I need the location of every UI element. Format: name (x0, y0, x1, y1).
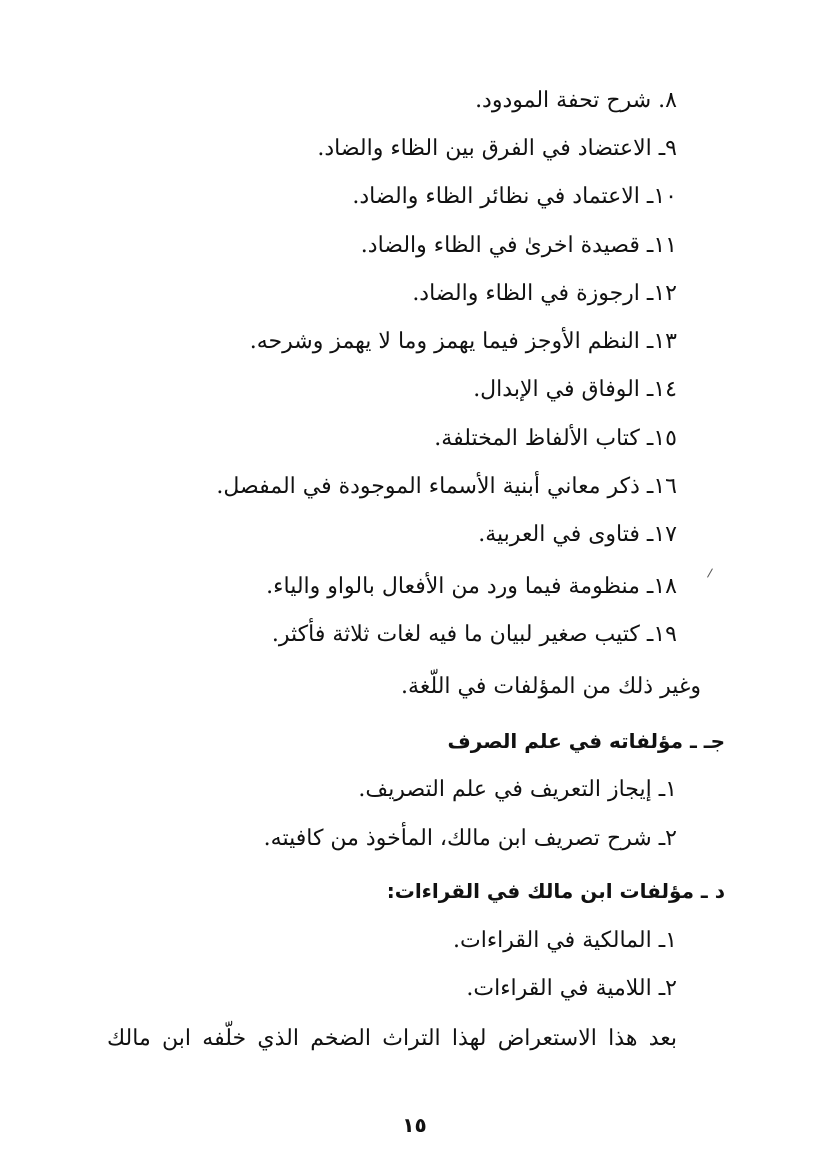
list-item: ٢ـ شرح تصريف ابن مالك، المأخوذ من كافيته. (263, 826, 677, 851)
list-item: ١٦ـ ذكر معاني أبنية الأسماء الموجودة في المفصل. (216, 474, 677, 499)
list-item: ٢ـ اللامية في القراءات. (466, 976, 677, 1001)
list-item: ١٣ـ النظم الأوجز فيما يهمز وما لا يهمز وشرحه. (249, 329, 677, 354)
list-item: ١٧ـ فتاوى في العربية. (478, 522, 677, 547)
list-closing-text: وغير ذلك من المؤلفات في اللّغة. (401, 674, 701, 699)
list-item: ٩ـ الاعتضاد في الفرق بين الظاء والضاد. (317, 136, 677, 161)
list-item: ١ـ المالكية في القراءات. (453, 928, 677, 953)
list-item: ١ـ إيجاز التعريف في علم التصريف. (358, 777, 677, 802)
list-item: ١٩ـ كتيب صغير لبيان ما فيه لغات ثلاثة فأكثر. (271, 622, 677, 647)
page-number: ١٥ (402, 1113, 427, 1137)
list-item: ١٢ـ ارجوزة في الظاء والضاد. (412, 281, 677, 306)
list-item: ١٠ـ الاعتماد في نظائر الظاء والضاد. (352, 184, 677, 209)
list-item: ٨. شرح تحفة المودود. (475, 88, 677, 113)
list-item: ١٨ـ منظومة فيما ورد من الأفعال بالواو والياء. (266, 574, 677, 599)
stray-mark (700, 564, 713, 577)
section-heading-sarf: جـ ـ مؤلفاته في علم الصرف (447, 729, 725, 753)
section-heading-qiraat: د ـ مؤلفات ابن مالك في القراءات: (386, 879, 725, 903)
list-item: ١١ـ قصيدة اخرىٰ في الظاء والضاد. (360, 233, 677, 258)
body-paragraph: بعد هذا الاستعراض لهذا التراث الضخم الذي خلّفه ابن مالك (107, 1026, 678, 1051)
list-item: ١٥ـ كتاب الألفاظ المختلفة. (434, 426, 677, 451)
list-item: ١٤ـ الوفاق في الإبدال. (473, 377, 677, 402)
